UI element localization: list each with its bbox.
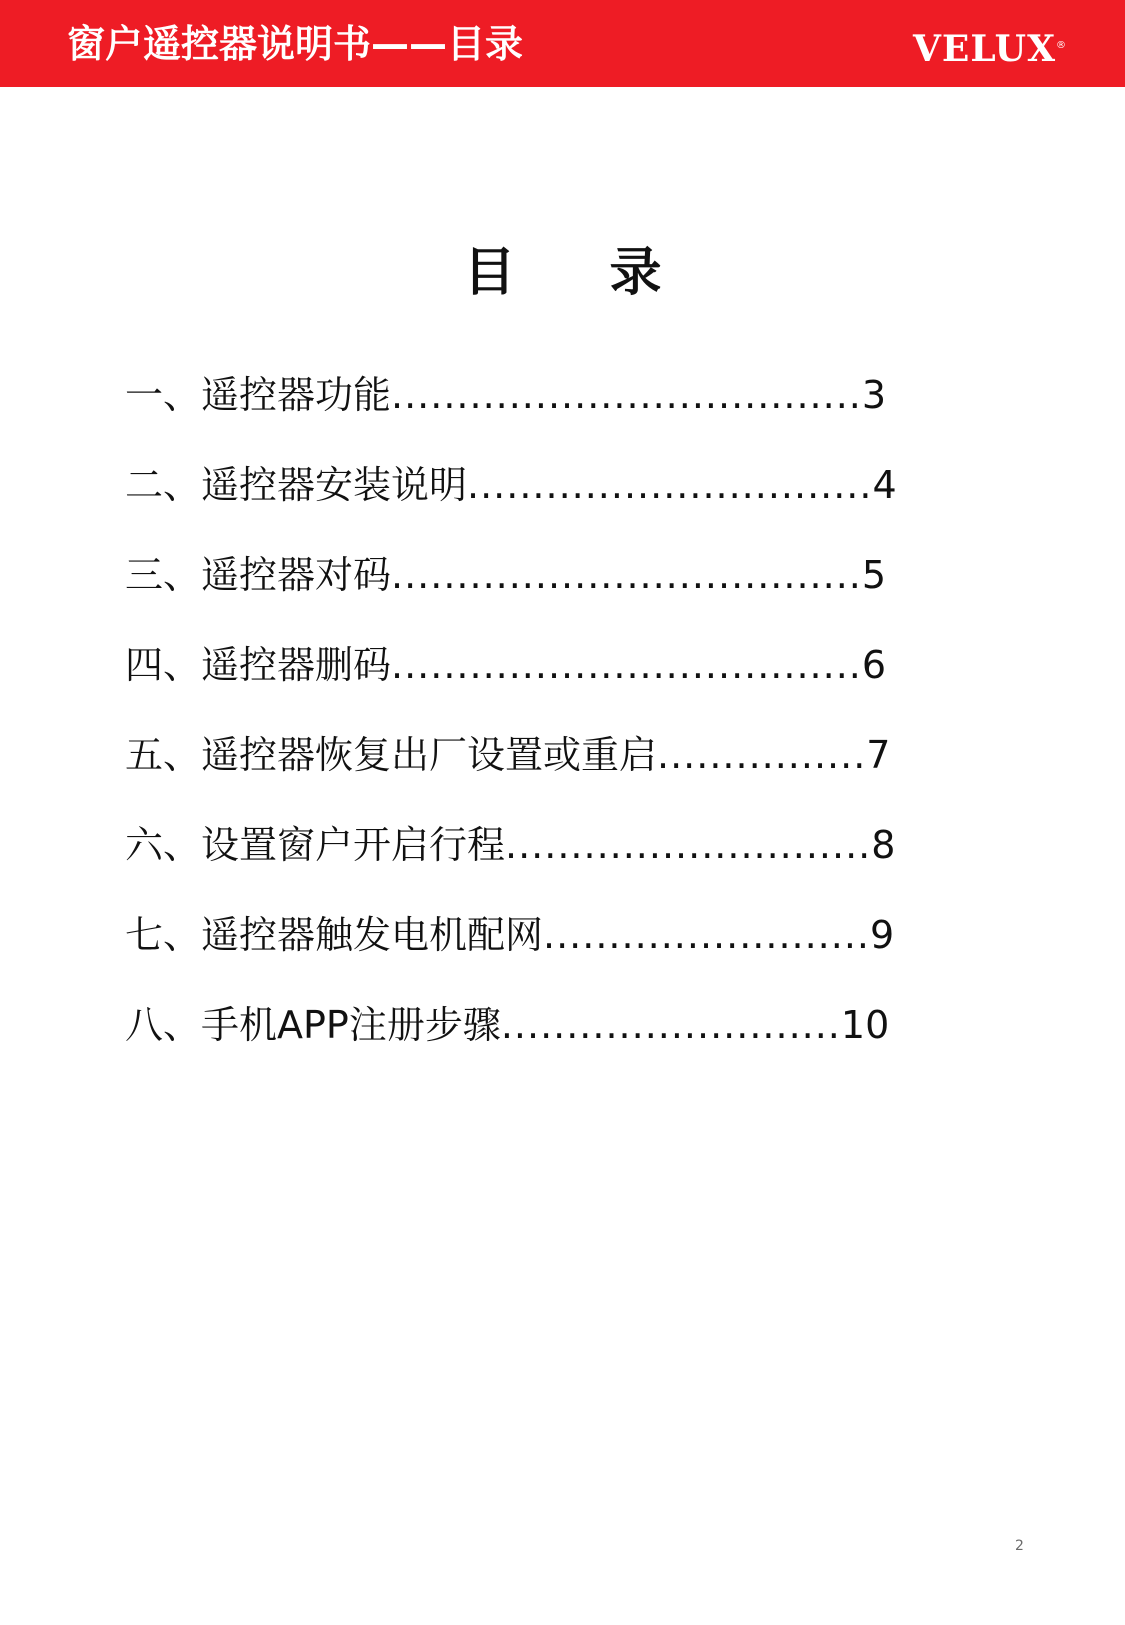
toc-item-label: 三、遥控器对码 xyxy=(125,553,392,597)
toc-item-label: 一、遥控器功能 xyxy=(125,373,392,417)
dot-leader: .................................... xyxy=(391,643,862,687)
toc-item-label: 八、手机APP注册步骤 xyxy=(125,1003,501,1047)
toc-item-label: 七、遥控器触发电机配网 xyxy=(125,913,544,957)
toc-item[interactable] xyxy=(125,822,955,912)
header-bar xyxy=(0,0,1125,87)
toc-item-page: 9 xyxy=(870,913,895,957)
dot-leader: ................ xyxy=(657,733,867,777)
toc-item[interactable] xyxy=(125,642,955,732)
toc-heading: 目 录 xyxy=(463,243,700,303)
dot-leader: ............................... xyxy=(467,463,873,507)
toc-item-page: 10 xyxy=(840,1003,890,1047)
toc-item-label: 四、遥控器删码 xyxy=(125,643,392,687)
toc-item-page: 8 xyxy=(871,823,896,867)
toc-item[interactable] xyxy=(125,372,955,462)
toc-item-page: 3 xyxy=(861,373,887,417)
toc-item[interactable] xyxy=(125,1002,955,1092)
dot-leader: .................................... xyxy=(391,373,862,417)
dot-leader: .......................... xyxy=(500,1003,841,1047)
toc-item-label: 二、遥控器安装说明 xyxy=(125,463,468,507)
dot-leader: .................................... xyxy=(391,553,862,597)
logo-text: VELUX xyxy=(912,28,1056,70)
registered-mark: ® xyxy=(1056,40,1067,51)
velux-logo xyxy=(913,26,1067,69)
toc-item[interactable] xyxy=(125,462,955,552)
table-of-contents xyxy=(125,372,955,1092)
toc-item-page: 6 xyxy=(861,643,887,687)
toc-item-page: 4 xyxy=(872,463,897,507)
toc-item-label: 五、遥控器恢复出厂设置或重启 xyxy=(125,733,658,777)
page-number: 2 xyxy=(1015,1538,1024,1554)
document-title: 窗户遥控器说明书——目录 xyxy=(67,22,524,66)
toc-item-page: 5 xyxy=(861,553,887,597)
toc-item-page: 7 xyxy=(866,733,891,777)
toc-item[interactable] xyxy=(125,912,955,1002)
toc-item[interactable] xyxy=(125,552,955,642)
dot-leader: ......................... xyxy=(543,913,870,957)
dot-leader: ............................ xyxy=(505,823,872,867)
toc-item[interactable] xyxy=(125,732,955,822)
toc-item-label: 六、设置窗户开启行程 xyxy=(125,823,506,867)
